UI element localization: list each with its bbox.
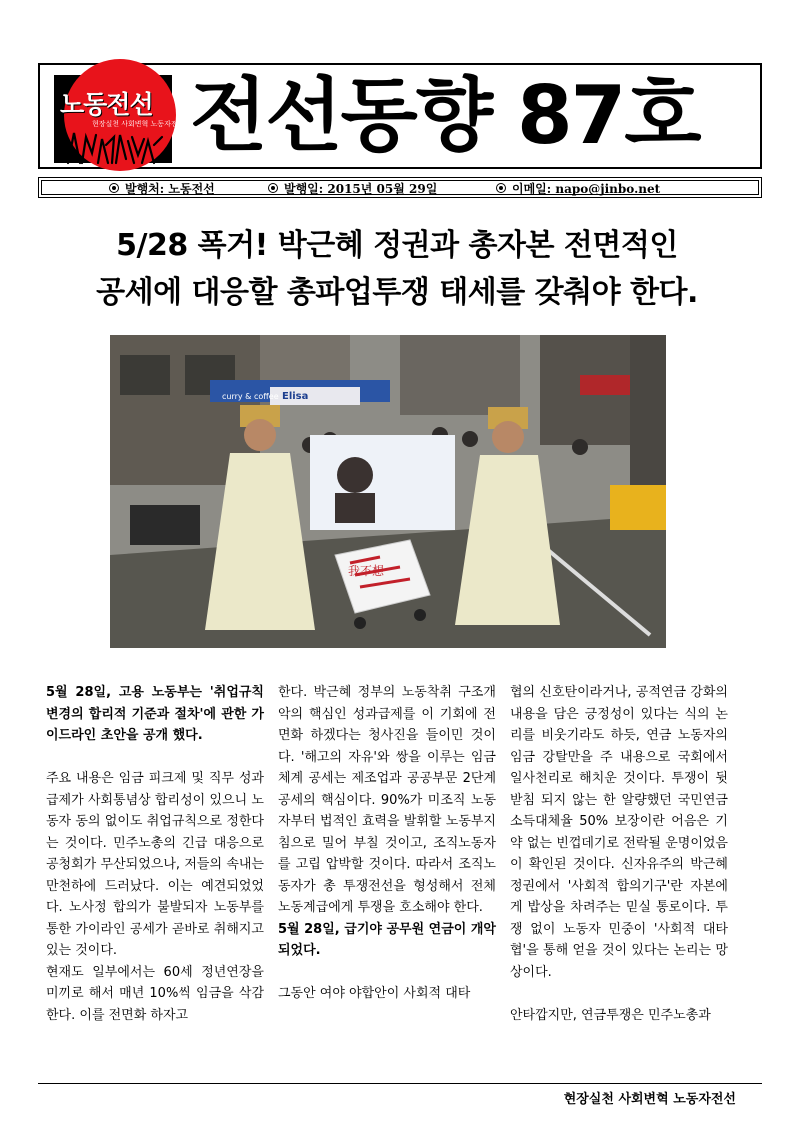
logo-text: 노동전선: [60, 90, 153, 119]
photo-sign-curry: curry & coffee: [222, 392, 279, 401]
article-column-1: [46, 682, 264, 1026]
article-column-3: [510, 682, 728, 1026]
paragraph: 그동안 여야 야합안이 사회적 대타: [278, 986, 471, 1001]
news-photo: [110, 335, 666, 648]
paragraph: 안타깝지만, 연금투쟁은 민주노총과: [510, 1007, 711, 1023]
date-text: 발행일: 2015년 05월 29일: [284, 182, 438, 196]
headline-line-2: 공세에 대응할 총파업투쟁 태세를 갖춰야 한다.: [96, 275, 698, 310]
masthead: [38, 63, 762, 169]
date-info: [268, 180, 437, 197]
headline-line-1: 5/28 폭거! 박근혜 정권과 총자본 전면적인: [116, 228, 678, 263]
bullet-icon: [109, 183, 119, 193]
publisher-info: [109, 180, 215, 197]
paragraph-bold: 5월 28일, 급기야 공무원 연금이 개악되었다.: [278, 921, 496, 958]
paragraph: 협의 신호탄이라거나, 공적연금 강화의 내용을 담은 긍정성이 있다는 식의 논리를 비웃기라도 하듯, 연금 노동자의 임금 강탈만을 주 내용으로 국회에서 일사천리로 해치운 것이다. 투쟁이 뒷받침 되지 않는 한 알량했던 국민연금 소득대체율 50% 보장이란 어음은 기약 없는 빈껍데기로 전락될 운명이었음이 확인된 것이다. 신자유주의 박근혜 정권에서 '사회적 합의기구'란 자본에게 밥상을 차려주는 믿실 통로이다. 투쟁 없이 노동자 민중이 '사회적 대타협'을 통해 얻을 것이 있다는 논리는 망상이다.: [510, 685, 728, 980]
paragraph: 주요 내용은 임금 피크제 및 직무 성과급제가 사회통념상 합리성이 있으니 노동자 동의 없이도 취업규칙으로 정한다는 것이다. 민주노총의 긴급 대응으로 공청회가 무산되었으나, 저들의 속내는 만천하에 드러났다. 이는 예견되었었다. 노사정 합의가 불발되자 노동부를 통한 가이라인 공세가 곧바로 취해지고 있는 것이다.: [46, 771, 264, 958]
article-column-2: [278, 682, 496, 1005]
footer-text: 현장실천 사회변혁 노동자전선: [563, 1092, 736, 1107]
paragraph: 현재도 일부에서는 60세 정년연장을 미끼로 해서 매년 10%씩 임금을 삭감한다. 이를 전면화 하자고: [46, 964, 264, 1023]
bullet-icon: [496, 183, 506, 193]
email-info: [496, 180, 660, 197]
logo: [54, 75, 185, 163]
email-text: 이메일: napo@jinbo.net: [512, 182, 661, 196]
photo-scene: [110, 335, 666, 648]
photo-sign-elisa: Elisa: [282, 391, 309, 402]
paragraph: 한다. 박근혜 정부의 노동착취 구조개악의 핵심인 성과급제를 이 기회에 전면화 하겠다는 청사진을 들이민 것이다. '해고의 자유'와 쌍을 이루는 임금체계 공세는 제조업과 공공부문 2단계 공세의 핵심이다. 90%가 미조직 노동자부터 법적인 효력을 발휘할 노동부지침으로 밀어 부칠 것이고, 조직노동자를 고립 압박할 것이다. 따라서 조직노동자가 총 투쟁전선을 형성해서 전체 노동계급에게 투쟁을 호소해야 한다.: [278, 685, 496, 915]
logo-subtitle: 현장실천 사회변혁 노동자전선: [92, 120, 185, 128]
newsletter-title: 전선동향 87호: [190, 69, 700, 162]
paragraph: 5월 28일, 고용 노동부는 '취업규칙 변경의 합리적 기준과 절차'에 관한 가이드라인 초안을 공개 했다.: [46, 685, 264, 743]
publisher-text: 발행처: 노동전선: [125, 182, 215, 196]
info-bar: [38, 177, 762, 198]
bullet-icon: [268, 183, 278, 193]
photo-box-text: 我不想: [348, 564, 385, 578]
footer-divider: [38, 1083, 762, 1084]
